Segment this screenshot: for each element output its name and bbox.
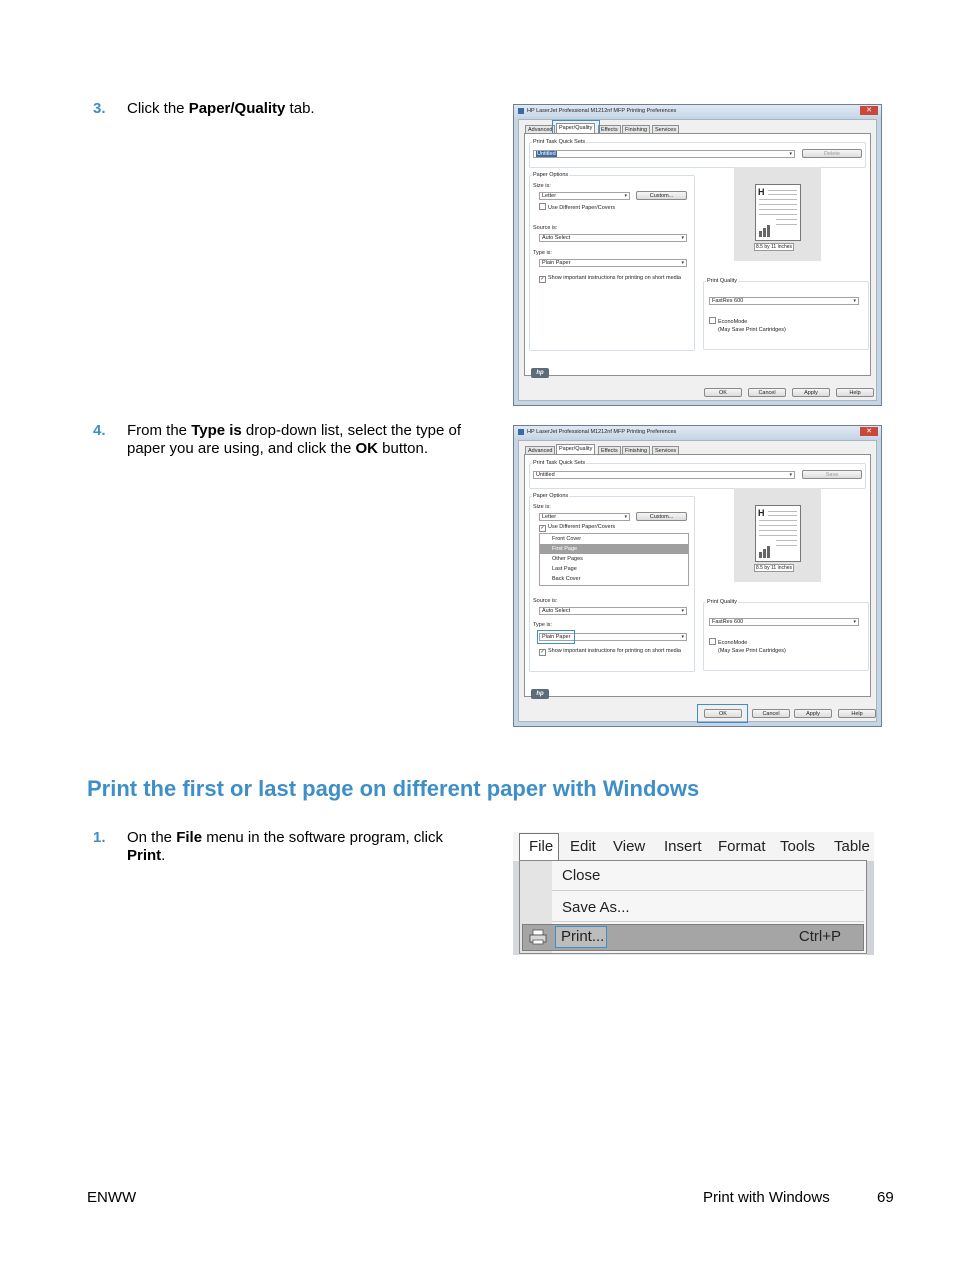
- tab-paper-quality[interactable]: Paper/Quality: [556, 444, 595, 455]
- use-different-checkbox[interactable]: ✓ Use Different Paper/Covers: [540, 524, 616, 531]
- toolbar-strip: [867, 861, 874, 955]
- paper-preview: [734, 488, 821, 582]
- type-value: Plain Paper: [542, 634, 571, 640]
- menu-separator: [552, 890, 864, 891]
- ok-button[interactable]: OK: [704, 388, 742, 397]
- show-instructions-label: Show important instructions for printing on short media: [548, 275, 681, 281]
- hp-logo: hp: [531, 368, 549, 378]
- paper-options-label: Paper Options: [533, 172, 569, 178]
- file-dropdown: [519, 860, 867, 954]
- chevron-down-icon: ▾: [853, 298, 856, 304]
- show-instructions-label: Show important instructions for printing on short media: [548, 648, 681, 654]
- cover-page-list[interactable]: [539, 533, 689, 586]
- chevron-down-icon: ▾: [853, 619, 856, 625]
- cancel-button[interactable]: Cancel: [748, 388, 786, 397]
- step-text-part: drop-down list, select the type of paper you are using, and click the: [127, 422, 462, 457]
- help-button[interactable]: Help: [836, 388, 874, 397]
- footer-left: ENWW: [87, 1189, 137, 1206]
- step-bold-term: Print: [127, 847, 162, 864]
- custom-button[interactable]: Custom...: [636, 512, 687, 521]
- step-number: 3.: [93, 100, 106, 117]
- close-icon[interactable]: ✕: [860, 106, 878, 115]
- print-quality-label: Print Quality: [707, 278, 737, 284]
- quick-sets-label: Print Task Quick Sets: [533, 139, 586, 145]
- step-bold-term: Paper/Quality: [188, 100, 286, 117]
- economode-note: (May Save Print Cartridges): [718, 648, 786, 654]
- chevron-down-icon: ▾: [681, 634, 684, 640]
- type-combo-highlight: [537, 630, 575, 644]
- close-icon[interactable]: ✕: [860, 427, 878, 436]
- dialog-titlebar: [514, 426, 881, 438]
- source-label: Source is:: [533, 598, 558, 604]
- print-quality-group: [703, 281, 869, 350]
- size-value: Letter: [542, 193, 557, 199]
- menu-bar: [513, 832, 874, 861]
- tab-advanced[interactable]: Advanced: [525, 446, 555, 455]
- step-text-part: menu in the software program, click: [202, 829, 443, 846]
- step-text-part: From the: [127, 422, 192, 439]
- quality-combo[interactable]: [709, 618, 859, 626]
- economode-checkbox[interactable]: [709, 317, 747, 326]
- step-number: 1.: [93, 829, 106, 846]
- step-text-part: tab.: [285, 100, 315, 117]
- menu-insert[interactable]: Insert: [664, 838, 702, 855]
- sheet-preview: H: [755, 184, 801, 241]
- paper-size-caption: 8.5 by 11 inches: [756, 565, 793, 571]
- chevron-down-icon: ▾: [789, 472, 792, 478]
- quick-sets-value: Untitled: [536, 472, 555, 478]
- section-title: Print the first or last page on different paper with Windows: [87, 776, 700, 801]
- cancel-button[interactable]: Cancel: [752, 709, 790, 718]
- menu-table[interactable]: Table: [834, 838, 870, 855]
- quick-sets-value: Untitled: [537, 151, 556, 157]
- use-different-label: Use Different Paper/Covers: [548, 205, 616, 211]
- printing-preferences-dialog-2: [513, 425, 882, 727]
- apply-button[interactable]: Apply: [792, 388, 830, 397]
- use-different-label: Use Different Paper/Covers: [548, 524, 616, 530]
- type-label: Type is:: [533, 250, 552, 256]
- dialog-title: HP LaserJet Professional M1212nf MFP Printing Preferences: [527, 108, 677, 114]
- economode-label: EconoMode: [718, 319, 748, 325]
- size-combo[interactable]: [539, 192, 630, 200]
- printer-icon: [518, 108, 524, 114]
- apply-button[interactable]: Apply: [794, 709, 832, 718]
- type-combo[interactable]: [539, 259, 687, 267]
- quick-sets-label: Print Task Quick Sets: [533, 460, 586, 466]
- chevron-down-icon: ▾: [681, 608, 684, 614]
- ok-button-highlight: [697, 704, 748, 723]
- ok-button[interactable]: OK: [704, 709, 742, 718]
- menu-file[interactable]: File: [529, 838, 554, 855]
- print-quality-label: Print Quality: [707, 599, 737, 605]
- dialog-titlebar: [514, 105, 881, 117]
- menu-item-print[interactable]: [522, 924, 864, 951]
- step-number: 4.: [93, 422, 106, 439]
- step-text: [127, 100, 467, 118]
- source-combo[interactable]: [539, 234, 687, 242]
- chevron-down-icon: ▾: [624, 514, 627, 520]
- economode-label: EconoMode: [718, 640, 748, 646]
- tab-services[interactable]: Services: [652, 125, 679, 134]
- list-item[interactable]: Last Page: [552, 566, 577, 572]
- print-shortcut: Ctrl+P: [798, 928, 841, 945]
- step-bold-term: OK: [355, 440, 378, 457]
- use-different-checkbox[interactable]: [539, 203, 615, 212]
- step-text-part: On the: [127, 829, 177, 846]
- step-text-part: .: [161, 847, 166, 864]
- print-quality-group: [703, 602, 869, 671]
- tab-effects[interactable]: Effects: [598, 125, 621, 134]
- menu-item-close[interactable]: Close: [562, 867, 601, 884]
- size-label: Size is:: [533, 183, 551, 189]
- step-bold-term: File: [176, 829, 203, 846]
- chevron-down-icon: ▾: [681, 260, 684, 266]
- custom-button[interactable]: Custom...: [636, 191, 687, 200]
- chevron-down-icon: ▾: [681, 235, 684, 241]
- paper-preview: [734, 167, 821, 261]
- footer-section: Print with Windows: [703, 1189, 830, 1206]
- paper-options-label: Paper Options: [533, 493, 569, 499]
- print-label: Print...: [561, 928, 605, 945]
- menu-format[interactable]: Format: [718, 838, 766, 855]
- tab-advanced[interactable]: Advanced: [525, 125, 555, 134]
- economode-checkbox[interactable]: [709, 638, 747, 647]
- chart-thumbnail: [759, 225, 773, 237]
- type-label: Type is:: [533, 622, 552, 628]
- size-label: Size is:: [533, 504, 551, 510]
- list-item[interactable]: Other Pages: [552, 556, 583, 562]
- list-item[interactable]: First Page: [540, 544, 688, 554]
- save-button[interactable]: Save: [802, 470, 862, 479]
- sheet-preview: H: [755, 505, 801, 562]
- size-value: Letter: [542, 514, 557, 520]
- chevron-down-icon: ▾: [624, 193, 627, 199]
- menu-separator: [552, 921, 864, 922]
- menu-edit[interactable]: Edit: [570, 838, 596, 855]
- menu-tools[interactable]: Tools: [780, 838, 816, 855]
- menu-item-save-as[interactable]: Save As...: [562, 899, 630, 916]
- step-text-part: button.: [377, 440, 429, 457]
- tab-effects[interactable]: Effects: [598, 446, 621, 455]
- quality-value: FastRes 600: [712, 298, 744, 304]
- quick-sets-combo[interactable]: [533, 150, 795, 158]
- tab-paper-quality[interactable]: Paper/Quality: [556, 123, 595, 134]
- hp-logo: hp: [531, 689, 549, 699]
- step-bold-term: Type is: [191, 422, 242, 439]
- tab-finishing[interactable]: Finishing: [622, 446, 650, 455]
- file-menu-screenshot: [513, 832, 874, 955]
- size-combo[interactable]: [539, 513, 630, 521]
- quality-value: FastRes 600: [712, 619, 744, 625]
- source-label: Source is:: [533, 225, 558, 231]
- tab-services[interactable]: Services: [652, 446, 679, 455]
- step-text-part: Click the: [127, 100, 189, 117]
- paper-size-caption: 8.5 by 11 inches: [756, 244, 793, 250]
- source-value: Auto Select: [542, 235, 571, 241]
- tab-finishing[interactable]: Finishing: [622, 125, 650, 134]
- help-button[interactable]: Help: [838, 709, 876, 718]
- menu-view[interactable]: View: [613, 838, 646, 855]
- source-combo[interactable]: [539, 607, 687, 615]
- list-item[interactable]: Front Cover: [552, 536, 582, 542]
- list-item[interactable]: Back Cover: [552, 576, 581, 582]
- type-value: Plain Paper: [542, 260, 571, 266]
- chart-thumbnail: [759, 546, 773, 558]
- dialog-title: HP LaserJet Professional M1212nf MFP Printing Preferences: [527, 429, 677, 435]
- show-instructions-checkbox[interactable]: ✓ Show important instructions for printing on short media: [540, 275, 681, 282]
- printer-icon: [529, 929, 547, 945]
- step-text: [127, 422, 467, 458]
- page-number: 69: [877, 1189, 894, 1206]
- quality-combo[interactable]: [709, 297, 859, 305]
- printing-preferences-dialog-1: [513, 104, 882, 406]
- chevron-down-icon: ▾: [789, 151, 792, 157]
- source-value: Auto Select: [542, 608, 571, 614]
- economode-note: (May Save Print Cartridges): [718, 327, 786, 333]
- step-text: [127, 829, 467, 865]
- quick-sets-combo[interactable]: [533, 471, 795, 479]
- delete-button[interactable]: Delete: [802, 149, 862, 158]
- printer-icon: [518, 429, 524, 435]
- show-instructions-checkbox[interactable]: ✓ Show important instructions for printing on short media: [540, 648, 681, 655]
